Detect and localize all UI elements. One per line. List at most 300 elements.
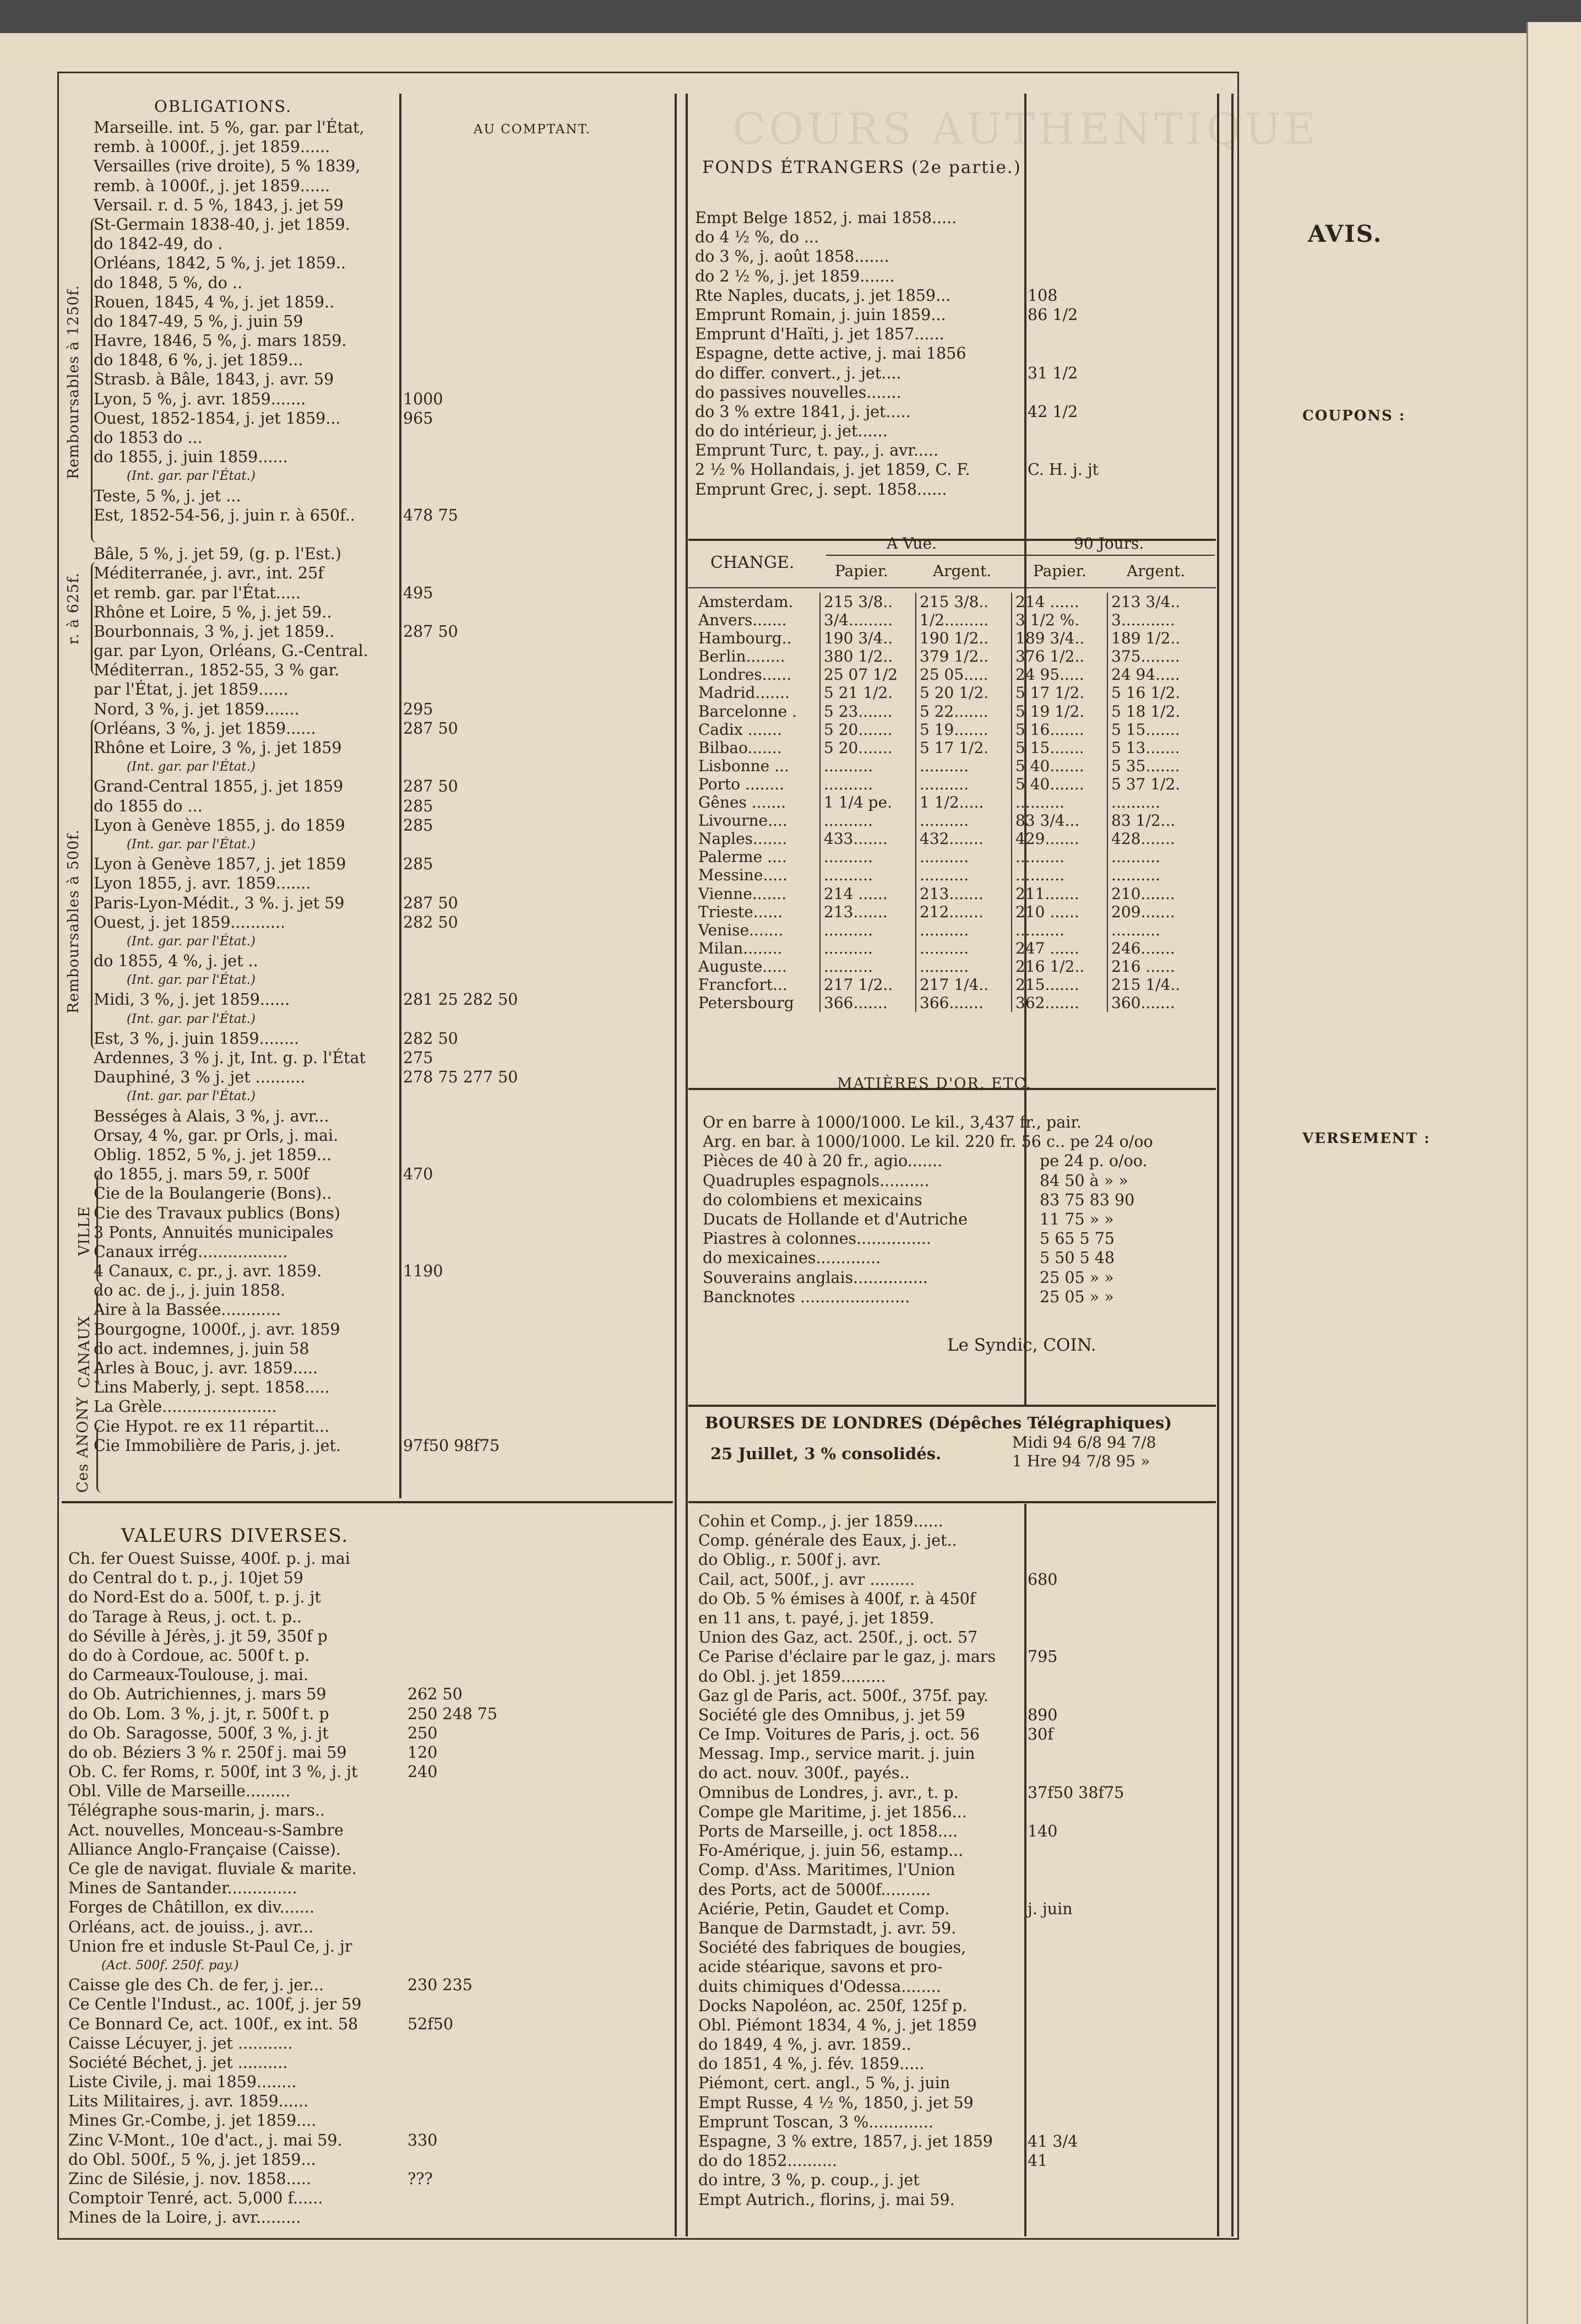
- change-place: Porto ........: [698, 774, 785, 793]
- list-item: Ce Bonnard Ce, act. 100f., ex int. 58: [68, 2014, 358, 2033]
- price-value: 285: [403, 797, 433, 815]
- list-item: Piastres à colonnes...............: [703, 1229, 932, 1248]
- list-item: Ouest, 1852-1854, j. jet 1859...: [94, 409, 341, 427]
- table-row: [695, 811, 1203, 830]
- table-row: [695, 866, 1203, 884]
- price-value: [408, 1859, 573, 1878]
- price-value: 495: [403, 583, 433, 602]
- change-rate: ..........: [820, 921, 916, 939]
- list-item: Bourbonnais, 3 %, j. jet 1859..: [94, 622, 335, 641]
- price-value: [1028, 441, 1215, 460]
- list-item: Nord, 3 %, j. jet 1859.......: [94, 700, 300, 718]
- group-label-canaux: CANAUX: [76, 1315, 93, 1388]
- list-item: Orléans, 3 %, j. jet 1859......: [94, 719, 316, 738]
- list-item: Cie Hypot. re ex 11 répartit...: [94, 1417, 330, 1435]
- price-value: 25 05 » »: [1040, 1268, 1114, 1287]
- list-item: en 11 ans, t. payé, j. jet 1859.: [698, 1608, 935, 1627]
- list-item: Méditerran., 1852-55, 3 % gar.: [94, 661, 340, 680]
- change-rate: ..........: [820, 811, 916, 830]
- change-place: Bilbao.......: [698, 738, 782, 757]
- list-item: Omnibus de Londres, j. avr., t. p.: [698, 1783, 959, 1802]
- syndic-signature: Le Syndic, COIN.: [947, 1335, 1096, 1355]
- list-item: Piémont, cert. angl., 5 %, j. juin: [698, 2074, 950, 2093]
- list-item: Quadruples espagnols..........: [703, 1171, 930, 1190]
- change-subhead-rule: [826, 555, 1215, 556]
- list-item: Ouest, j. jet 1859...........: [94, 913, 286, 931]
- price-value: [1028, 267, 1215, 286]
- change-place: Messine.....: [698, 866, 788, 885]
- list-item: 2 ½ % Hollandais, j. jet 1859, C. F.: [695, 461, 970, 479]
- price-value: [1028, 1608, 1215, 1628]
- list-item: Alliance Anglo-Française (Caisse).: [68, 1840, 341, 1859]
- price-value: [403, 757, 590, 777]
- price-value: [1028, 1841, 1215, 1860]
- price-value: [408, 2092, 573, 2111]
- list-item: do 1847-49, 5 %, j. juin 59: [94, 312, 303, 331]
- list-item: Banque de Darmstadt, j. avr. 59.: [698, 1919, 957, 1937]
- list-item: Act. nouvelles, Monceau-s-Sambre: [68, 1821, 344, 1839]
- change-rate: ..........: [820, 848, 916, 866]
- change-rate: ..........: [1012, 793, 1107, 811]
- change-place: Lisbonne ...: [698, 756, 789, 775]
- list-item: Cie de la Boulangerie (Bons)..: [94, 1184, 332, 1203]
- price-value: [403, 350, 590, 370]
- table-row: [695, 921, 1203, 939]
- price-value: [408, 1568, 573, 1588]
- list-item: Havre, 1846, 5 %, j. mars 1859.: [94, 332, 347, 350]
- price-value: [408, 1821, 573, 1840]
- list-item: Société gle des Omnibus, j. jet 59: [698, 1705, 965, 1724]
- price-value: [403, 467, 590, 486]
- price-value: 278 75 277 50: [403, 1068, 518, 1087]
- list-item: Comp. générale des Eaux, j. jet..: [698, 1531, 957, 1550]
- change-place: Cadix .......: [698, 720, 782, 739]
- fonds-etrangers-list: [695, 208, 1025, 499]
- price-value: [403, 835, 590, 854]
- price-value: [403, 486, 590, 506]
- change-rate: 1/2.........: [916, 611, 1012, 629]
- list-item: Orléans, act. de jouiss., j. avr...: [68, 1917, 314, 1936]
- price-value: 262 50: [408, 1685, 463, 1704]
- change-rate: 5 21 1/2.: [820, 684, 916, 702]
- price-value: 11 75 » »: [1040, 1210, 1114, 1228]
- price-value: [1028, 1996, 1215, 2016]
- list-item: do Séville à Jérès, j. jt 59, 350f p: [68, 1627, 328, 1645]
- change-rate: 432.......: [916, 830, 1012, 848]
- price-value: [408, 2072, 573, 2092]
- list-item: Aire à la Bassée............: [94, 1301, 281, 1319]
- price-value: 250: [408, 1724, 438, 1742]
- price-value: [408, 1840, 573, 1859]
- list-item: Aciérie, Petin, Gaudet et Comp.: [698, 1899, 950, 1918]
- list-item: Souverains anglais...............: [703, 1268, 928, 1287]
- change-rate: ..........: [916, 921, 1012, 939]
- list-item: do Obl. j. jet 1859.........: [698, 1667, 886, 1686]
- price-value: [403, 641, 590, 660]
- price-value: 140: [1028, 1822, 1058, 1840]
- list-item: (Act. 500f. 250f. pay.): [101, 1958, 239, 1973]
- price-value: [403, 292, 590, 312]
- table-row: [695, 885, 1203, 903]
- table-row: [695, 739, 1203, 757]
- list-item: Strasb. à Bâle, 1843, j. avr. 59: [94, 370, 334, 389]
- change-rate: ..........: [820, 939, 916, 957]
- change-rate: 3...........: [1107, 611, 1203, 629]
- change-place: Milan........: [698, 939, 783, 957]
- column-rule: [399, 94, 401, 1498]
- divers-right-list: [698, 1512, 1029, 2209]
- list-item: Cie des Travaux publics (Bons): [94, 1204, 340, 1222]
- price-value: 230 235: [408, 1976, 472, 1995]
- price-value: [408, 1937, 573, 1956]
- change-rate: 217 1/4..: [916, 976, 1012, 994]
- list-item: Mines de la Loire, j. avr.........: [68, 2208, 301, 2227]
- price-value: [1028, 324, 1215, 344]
- change-rate: 380 1/2..: [820, 647, 916, 665]
- change-rate: 215.......: [1012, 976, 1107, 994]
- price-value: 42 1/2: [1028, 402, 1078, 421]
- list-item: do passives nouvelles.......: [695, 383, 901, 402]
- list-item: Cie Immobilière de Paris, j. jet.: [94, 1436, 341, 1455]
- price-value: [1028, 1744, 1215, 1763]
- change-rate: 366.......: [820, 994, 916, 1012]
- change-rate: 5 35.......: [1107, 757, 1203, 775]
- price-value: [1028, 2035, 1215, 2054]
- price-value: 478 75: [403, 506, 458, 524]
- valeurs-diverses-list: [68, 1549, 399, 2228]
- list-item: Caisse Lécuyer, j. jet ...........: [68, 2034, 293, 2052]
- price-value: [403, 1281, 590, 1300]
- change-place: Madrid.......: [698, 684, 790, 702]
- list-item: Lits Militaires, j. avr. 1859......: [68, 2092, 309, 2111]
- price-value: [403, 1184, 590, 1203]
- price-value: 281 25 282 50: [403, 990, 518, 1009]
- change-rate: ..........: [1107, 866, 1203, 884]
- change-rate: 428.......: [1107, 830, 1203, 848]
- bourses-date: 25 Juillet, 3 % consolidés.: [710, 1444, 942, 1463]
- change-rate: 5 15.......: [1107, 721, 1203, 739]
- argent-heading-1: Argent.: [933, 562, 992, 580]
- change-rate: 214 ......: [820, 885, 916, 903]
- change-rate: ..........: [820, 757, 916, 775]
- list-item: Emprunt Toscan, 3 %.............: [698, 2112, 933, 2131]
- price-value: 97f50 98f75: [403, 1436, 500, 1455]
- list-item: Cohin et Comp., j. jer 1859......: [698, 1512, 943, 1530]
- list-item: do 1855, 4 %, j. jet ..: [94, 952, 258, 971]
- list-item: Versail. r. d. 5 %, 1843, j. jet 59: [94, 196, 344, 214]
- list-item: do 4 ½ %, do ...: [695, 228, 819, 247]
- list-item: Société des fabriques de bougies,: [698, 1938, 966, 1957]
- change-rate: 216 ......: [1107, 957, 1203, 976]
- list-item: do act. nouv. 300f., payés..: [698, 1764, 910, 1783]
- price-value: [408, 1627, 573, 1646]
- bourses-heading: BOURSES DE LONDRES (Dépêches Télégraphiques): [705, 1413, 1172, 1432]
- list-item: Or en barre à 1000/1000. Le kil., 3,437 fr., pair.: [703, 1113, 1082, 1131]
- change-place: Trieste......: [698, 902, 783, 921]
- price-value: [1028, 1589, 1215, 1608]
- coupons-label: COUPONS :: [1302, 408, 1406, 424]
- change-rate: 5 19.......: [916, 721, 1012, 739]
- price-value: [408, 1898, 573, 1917]
- price-value: [408, 1646, 573, 1665]
- table-row: [695, 793, 1203, 811]
- list-item: Teste, 5 %, j. jet ...: [94, 486, 241, 505]
- change-header-rule: [688, 587, 1216, 588]
- list-item: Lyon à Genève 1857, j. jet 1859: [94, 855, 346, 874]
- price-value: 965: [403, 409, 433, 427]
- list-item: remb. à 1000f., j. jet 1859......: [94, 138, 330, 156]
- change-rate: 210 ......: [1012, 903, 1107, 921]
- price-value: [408, 1917, 573, 1937]
- list-item: do Oblig., r. 500f j. avr.: [698, 1551, 881, 1569]
- change-rate: 25 07 1/2: [820, 665, 916, 684]
- column-rule: [1217, 94, 1219, 2236]
- list-item: do Ob. 5 % émises à 400f, r. à 450f: [698, 1589, 976, 1608]
- valeurs-diverses-heading: VALEURS DIVERSES.: [121, 1525, 349, 1547]
- price-value: [1028, 247, 1215, 266]
- change-rate: 214 ......: [1012, 593, 1107, 611]
- list-item: do Tarage à Reus, j. oct. t. p..: [68, 1607, 302, 1626]
- list-item: Ob. C. fer Roms, r. 500f, int 3 %, j. jt: [68, 1763, 358, 1781]
- list-item: do act. indemnes, j. juin 58: [94, 1339, 309, 1358]
- list-item: (Int. gar. par l'État.): [127, 760, 256, 774]
- price-value: [403, 176, 590, 196]
- change-table: [695, 593, 1203, 1012]
- list-item: St-Germain 1838-40, j. jet 1859.: [94, 215, 350, 234]
- list-item: Ducats de Hollande et d'Autriche: [703, 1210, 968, 1228]
- list-item: Forges de Châtillon, ex div.......: [68, 1898, 315, 1917]
- list-item: Est, 3 %, j. juin 1859........: [94, 1029, 300, 1048]
- price-value: [408, 2053, 573, 2072]
- list-item: do 3 %, j. août 1858.......: [695, 247, 889, 266]
- change-place: Livourne....: [698, 811, 787, 830]
- price-value: [1028, 2170, 1215, 2190]
- change-rate: 5 17 1/2.: [1012, 684, 1107, 702]
- price-value: [1028, 1880, 1215, 1899]
- list-item: Zinc V-Mont., 10e d'act., j. mai 59.: [68, 2131, 343, 2149]
- table-row: [695, 903, 1203, 921]
- list-item: Orléans, 1842, 5 %, j. jet 1859..: [94, 254, 346, 273]
- price-value: 30f: [1028, 1725, 1053, 1744]
- price-value: [1028, 1667, 1215, 1686]
- list-item: Rhône et Loire, 3 %, j. jet 1859: [94, 739, 342, 757]
- change-rate: 25 05.....: [916, 665, 1012, 684]
- change-rate: 24 95.....: [1012, 665, 1107, 684]
- change-place: Berlin........: [698, 647, 785, 666]
- price-value: 52f50: [408, 2014, 454, 2033]
- list-item: do 3 % extre 1841, j. jet.....: [695, 402, 911, 421]
- price-value: [403, 660, 590, 680]
- table-row: [695, 976, 1203, 994]
- list-item: Rouen, 1845, 4 %, j. jet 1859..: [94, 292, 335, 311]
- change-rate: 5 37 1/2.: [1107, 775, 1203, 793]
- price-value: 275: [403, 1049, 433, 1067]
- list-item: Empt Autrich., florins, j. mai 59.: [698, 2190, 955, 2209]
- change-place: Barcelonne .: [698, 702, 797, 721]
- price-value: [403, 932, 590, 951]
- list-item: Espagne, 3 % extre, 1857, j. jet 1859: [698, 2132, 993, 2150]
- price-value: 120: [408, 1743, 438, 1762]
- price-value: j. juin: [1028, 1899, 1073, 1918]
- table-row: [695, 611, 1203, 629]
- price-value: [1028, 480, 1215, 499]
- fonds-etrangers-heading: FONDS ÉTRANGERS (2e partie.): [702, 158, 1022, 177]
- price-value: [408, 1549, 573, 1568]
- list-item: Mines de Santander..............: [68, 1879, 297, 1898]
- list-item: Est, 1852-54-56, j. juin r. à 650f..: [94, 506, 355, 524]
- list-item: Mines Gr.-Combe, j. jet 1859....: [68, 2111, 317, 2130]
- price-value: 282 50: [403, 1029, 458, 1048]
- list-item: Versailles (rive droite), 5 % 1839,: [94, 157, 361, 176]
- list-item: La Grèle.......................: [94, 1397, 277, 1416]
- price-value: 25 05 » »: [1040, 1287, 1114, 1306]
- change-rate: 429.......: [1012, 830, 1107, 848]
- price-value: 287 50: [403, 622, 458, 641]
- price-value: 285: [403, 816, 433, 835]
- list-item: Rte Naples, ducats, j. jet 1859...: [695, 286, 951, 305]
- change-place: Anvers.......: [698, 611, 787, 630]
- price-value: [1028, 421, 1215, 441]
- list-item: Lins Maberly, j. sept. 1858.....: [94, 1378, 330, 1397]
- change-rate: 433.......: [820, 830, 916, 848]
- list-item: Comptoir Tenré, act. 5,000 f......: [68, 2189, 323, 2208]
- list-item: do 1848, 5 %, do ..: [94, 273, 243, 292]
- price-value: 470: [403, 1165, 433, 1184]
- list-item: et remb. gar. par l'État.....: [94, 583, 301, 602]
- price-value: 240: [408, 1763, 438, 1781]
- price-value: [408, 1801, 573, 1820]
- price-value: [1028, 1686, 1215, 1705]
- avis-heading: AVIS.: [1308, 220, 1383, 247]
- list-item: Lyon à Genève 1855, j. do 1859: [94, 816, 345, 835]
- price-value: [1028, 1763, 1215, 1783]
- price-value: [403, 874, 590, 893]
- list-item: do mexicaines.............: [703, 1249, 881, 1267]
- price-value: [1040, 1113, 1216, 1132]
- change-rate: 190 3/4..: [820, 629, 916, 647]
- fonds-etrangers-prices: [1028, 208, 1215, 499]
- change-rate: ..........: [1012, 848, 1107, 866]
- change-rate: ..........: [1012, 921, 1107, 939]
- list-item: do differ. convert., j. jet....: [695, 364, 901, 382]
- list-item: do 1849, 4 %, j. avr. 1859..: [698, 2035, 911, 2054]
- price-value: [403, 1417, 590, 1436]
- list-item: do Carmeaux-Toulouse, j. mai.: [68, 1666, 309, 1684]
- obligations-heading: OBLIGATIONS.: [154, 97, 292, 116]
- change-rate: 212.......: [916, 903, 1012, 921]
- price-value: ???: [408, 2170, 433, 2188]
- list-item: Compe gle Maritime, j. jet 1856...: [698, 1802, 967, 1821]
- change-place: Londres......: [698, 665, 792, 684]
- change-rate: ..........: [916, 811, 1012, 830]
- price-value: [1028, 2190, 1215, 2209]
- list-item: Ce gle de navigat. fluviale & marite.: [68, 1860, 357, 1878]
- change-rate: 5 40.......: [1012, 775, 1107, 793]
- change-place: Naples.......: [698, 830, 787, 848]
- group-label-ville: VILLE: [76, 1206, 93, 1256]
- change-rate: 376 1/2..: [1012, 647, 1107, 665]
- list-item: do 1848, 6 %, j. jet 1859...: [94, 351, 303, 370]
- group-label-canony: Ces ANONY: [74, 1396, 91, 1493]
- list-item: Obl. Piémont 1834, 4 %, j. jet 1859: [698, 2016, 977, 2034]
- change-rate: 216 1/2..: [1012, 957, 1107, 976]
- list-item: do intre, 3 %, p. coup., j. jet: [698, 2171, 920, 2190]
- change-rate: 5 15.......: [1012, 739, 1107, 757]
- list-item: Cail, act, 500f., j. avr .........: [698, 1570, 915, 1589]
- change-rate: 366.......: [916, 994, 1012, 1012]
- price-value: [1028, 1977, 1215, 1996]
- price-value: [408, 2034, 573, 2053]
- price-value: 1190: [403, 1262, 443, 1281]
- price-value: [1028, 1628, 1215, 1647]
- change-rate: 213.......: [820, 903, 916, 921]
- price-value: [1028, 1957, 1215, 1976]
- list-item: Zinc de Silésie, j. nov. 1858.....: [68, 2170, 311, 2188]
- list-item: Ch. fer Ouest Suisse, 400f. p. j. mai: [68, 1550, 350, 1568]
- list-item: Union des Gaz, act. 250f., j. oct. 57: [698, 1628, 978, 1647]
- price-value: [403, 215, 590, 234]
- price-value: [408, 2150, 573, 2169]
- list-item: [94, 525, 396, 544]
- change-rate: 210.......: [1107, 885, 1203, 903]
- price-value: 250 248 75: [408, 1704, 498, 1723]
- price-value: [403, 1242, 590, 1261]
- change-rate: 5 16 1/2.: [1107, 684, 1203, 702]
- price-value: [408, 1995, 573, 2014]
- price-value: [408, 1781, 573, 1801]
- list-item: Emprunt Turc, t. pay., j. avr.....: [695, 441, 939, 460]
- price-value: [403, 447, 590, 467]
- list-item: Télégraphe sous-marin, j. mars..: [68, 1801, 325, 1820]
- table-row: [695, 665, 1203, 684]
- section-rule: [688, 1501, 1216, 1503]
- list-item: Obl. Ville de Marseille.........: [68, 1782, 291, 1801]
- change-rate: ..........: [1107, 793, 1203, 811]
- list-item: Société Béchet, j. jet ..........: [68, 2053, 288, 2072]
- column-rule: [675, 94, 677, 2236]
- list-item: Comp. d'Ass. Maritimes, l'Union: [698, 1861, 955, 1879]
- list-item: do Ob. Autrichiennes, j. mars 59: [68, 1685, 327, 1704]
- list-item: Lyon 1855, j. avr. 1859.......: [94, 874, 311, 893]
- change-rate: ..........: [916, 757, 1012, 775]
- price-value: [1028, 1860, 1215, 1879]
- price-value: [403, 1126, 590, 1145]
- change-rate: 5 22.......: [916, 702, 1012, 721]
- price-value: 1000: [403, 389, 443, 408]
- price-value: [408, 1588, 573, 1607]
- change-rate: ..........: [820, 957, 916, 976]
- change-rate: 5 13.......: [1107, 739, 1203, 757]
- change-rate: 83 3/4...: [1012, 811, 1107, 830]
- price-value: 108: [1028, 286, 1058, 305]
- list-item: do 1853 do ...: [94, 429, 203, 447]
- price-value: [1028, 383, 1215, 402]
- list-item: do 1855, j. juin 1859......: [94, 448, 288, 467]
- price-value: [403, 1300, 590, 1319]
- list-item: Gaz gl de Paris, act. 500f., 375f. pay.: [698, 1686, 989, 1705]
- change-rate: 379 1/2..: [916, 647, 1012, 665]
- group-label-remb1250: Remboursables à 1250f.: [65, 284, 82, 479]
- price-value: [403, 603, 590, 622]
- list-item: do 1855, j. mars 59, r. 500f: [94, 1165, 309, 1184]
- au-comptant-heading: AU COMPTANT.: [474, 122, 591, 137]
- list-item: do 1851, 4 %, j. fév. 1859.....: [698, 2055, 925, 2073]
- list-item: (Int. gar. par l'État.): [127, 1089, 256, 1104]
- argent-heading-2: Argent.: [1127, 562, 1186, 580]
- list-item: Caisse gle des Ch. de fer, j. jer...: [68, 1976, 324, 1995]
- list-item: (Int. gar. par l'État.): [127, 1011, 256, 1026]
- list-item: 3 Ponts, Annuités municipales: [94, 1223, 334, 1242]
